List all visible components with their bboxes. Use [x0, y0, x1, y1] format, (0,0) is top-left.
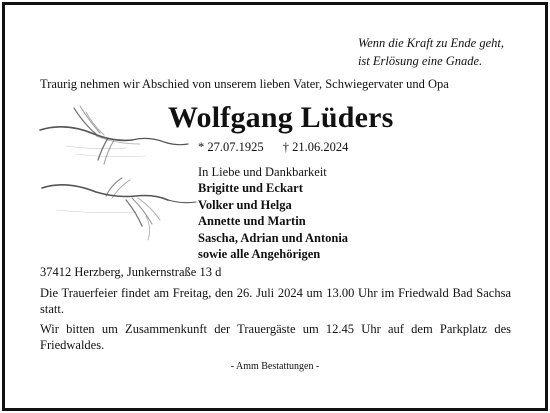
- mourner-name: Brigitte und Eckart: [198, 181, 303, 196]
- life-dates: [198, 140, 348, 155]
- deceased-name: Wolfgang Lüders: [168, 101, 394, 134]
- mourner-name: Volker und Helga: [198, 197, 292, 212]
- mourner-name: sowie alle Angehörigen: [198, 247, 321, 262]
- mourner-name: Sascha, Adrian und Antonia: [198, 230, 349, 245]
- mourners-lead: In Liebe und Dankbarkeit: [198, 165, 327, 179]
- gathering-text: Wir bitten um Zusammenkunft der Trauergäste um 12.45 Uhr auf dem Parkplatz des Friedwaldes.: [40, 322, 511, 353]
- death-date: † 21.06.2024: [282, 140, 349, 154]
- ceremony-text: Die Trauerfeier findet am Freitag, den 26. Juli 2024 um 13.00 Uhr im Friedwald Bad Sachsa statt.: [40, 286, 511, 317]
- intro-text: Traurig nehmen wir Abschied von unserem lieben Vater, Schwiegervater und Opa: [40, 77, 449, 91]
- mourners-list: [198, 164, 348, 262]
- motto-line-2: ist Erlösung eine Gnade.: [357, 54, 483, 68]
- funeral-home-credit: - Amm Bestattungen -: [230, 361, 320, 372]
- motto-quote: [358, 34, 504, 70]
- motto-line-1: Wenn die Kraft zu Ende geht,: [357, 36, 504, 50]
- mourner-name: Annette und Martin: [198, 214, 306, 229]
- family-address: 37412 Herzberg, Junkernstraße 13 d: [40, 265, 222, 279]
- birth-date: * 27.07.1925: [198, 140, 264, 154]
